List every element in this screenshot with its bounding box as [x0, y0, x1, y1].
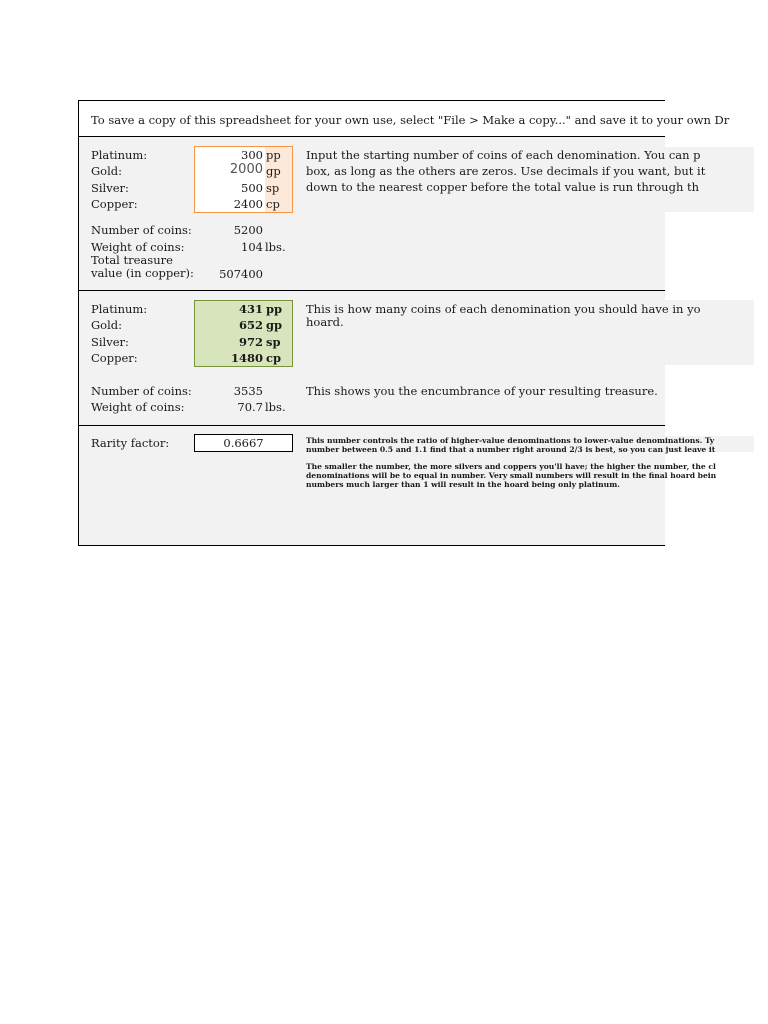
result-silver-label: Silver:: [91, 335, 129, 349]
result-copper-value: 1480: [230, 351, 263, 365]
total-value-label: value (in copper):: [91, 266, 194, 280]
input-num-coins-label: Number of coins:: [91, 223, 192, 237]
input-silver-label: Silver:: [91, 181, 129, 195]
result-weight-unit: lbs.: [265, 400, 286, 414]
rarity-description-line: number between 0.5 and 1.1 find that a number right around 2/3 is best, so you can just leave it: [306, 445, 716, 454]
rarity-description-line: The smaller the number, the more silvers and coppers you'll have; the higher the number, the cl: [306, 462, 716, 471]
result-silver-value: 972: [238, 335, 263, 349]
rarity-factor-field[interactable]: 0.6667: [223, 436, 264, 450]
input-copper-unit: cp: [266, 197, 280, 211]
input-platinum-label: Platinum:: [91, 148, 148, 162]
input-platinum-unit: pp: [266, 148, 281, 162]
result-num-coins-value: 3535: [233, 384, 263, 398]
result-gold-label: Gold:: [91, 318, 123, 332]
result-platinum-value: 431: [238, 302, 263, 316]
total-value: 507400: [219, 267, 263, 281]
result-platinum-unit: pp: [266, 302, 283, 316]
result-weight-label: Weight of coins:: [91, 400, 185, 414]
input-copper-label: Copper:: [91, 197, 138, 211]
result-copper-unit: cp: [266, 351, 282, 365]
encumbrance-description: This shows you the encumbrance of your resulting treasure.: [306, 384, 658, 398]
result-silver-unit: sp: [266, 335, 281, 349]
input-gold-unit: gp: [266, 164, 281, 178]
input-weight-value: 104: [241, 240, 263, 254]
input-weight-label: Weight of coins:: [91, 240, 185, 254]
result-gold-value: 652: [238, 318, 263, 332]
input-platinum-field[interactable]: 300: [241, 148, 263, 162]
result-gold-unit: gp: [266, 318, 283, 332]
input-silver-field[interactable]: 500: [241, 181, 263, 195]
input-description-line: box, as long as the others are zeros. Use decimals if you want, but it: [306, 164, 706, 178]
result-description-line: hoard.: [306, 315, 344, 329]
rarity-description-line: denominations will be to equal in number. Very small numbers will result in the final hoard bein: [306, 471, 717, 480]
result-description-line: This is how many coins of each denomination you should have in yo: [306, 302, 701, 316]
result-platinum-label: Platinum:: [91, 302, 148, 316]
input-copper-field[interactable]: 2400: [233, 197, 263, 211]
rarity-description-line: This number controls the ratio of higher-value denominations to lower-value denominations. Ty: [306, 436, 715, 445]
rarity-description-line: numbers much larger than 1 will result in the hoard being only platinum.: [306, 480, 620, 489]
copy-instruction: To save a copy of this spreadsheet for your own use, select "File > Make a copy..." and save it to your own Dr: [91, 113, 730, 127]
input-gold-field[interactable]: 2000: [229, 162, 263, 177]
spreadsheet: [78, 100, 730, 546]
input-description-line: down to the nearest copper before the total value is run through th: [306, 180, 700, 194]
input-weight-unit: lbs.: [265, 240, 286, 254]
input-description-line: Input the starting number of coins of each denomination. You can p: [306, 148, 701, 162]
result-weight-value: 70.7: [237, 400, 263, 414]
result-num-coins-label: Number of coins:: [91, 384, 192, 398]
total-value-label: Total treasure: [91, 253, 173, 267]
result-copper-label: Copper:: [91, 351, 138, 365]
input-silver-unit: sp: [266, 181, 280, 195]
rarity-factor-label: Rarity factor:: [91, 436, 170, 450]
input-num-coins-value: 5200: [233, 223, 263, 237]
input-gold-label: Gold:: [91, 164, 123, 178]
